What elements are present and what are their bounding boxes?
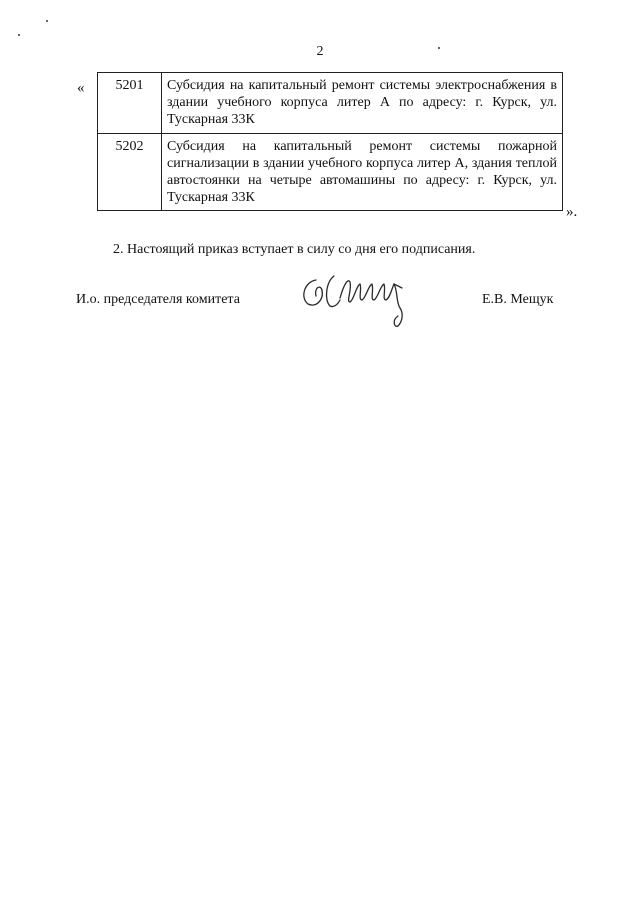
code-cell: 5202 — [98, 134, 162, 211]
table-row — [98, 134, 563, 211]
closing-quote: ». — [566, 204, 578, 220]
scan-speck — [46, 20, 48, 22]
page-number: 2 — [316, 44, 324, 59]
description-cell: Субсидия на капитальный ремонт системы пожарной сигнализации в здании учебного корпуса литер А, здания теплой автостоянки на четыре автомашины по адресу: г. Курск, ул. Тускарная 33К — [162, 134, 563, 211]
code-cell: 5201 — [98, 73, 162, 134]
effective-clause: 2. Настоящий приказ вступает в силу со дня его подписания. — [113, 242, 476, 257]
opening-quote: « — [77, 80, 85, 96]
handwritten-signature — [294, 262, 424, 342]
table-row — [98, 73, 563, 134]
signer-name: Е.В. Мещук — [482, 292, 554, 307]
budget-codes-table — [97, 72, 563, 211]
description-cell: Субсидия на капитальный ремонт системы электроснабжения в здании учебного корпуса литер А по адресу: г. Курск, ул. Тускарная 33К — [162, 73, 563, 134]
scan-speck — [18, 34, 20, 36]
signer-position: И.о. председателя комитета — [76, 292, 240, 307]
